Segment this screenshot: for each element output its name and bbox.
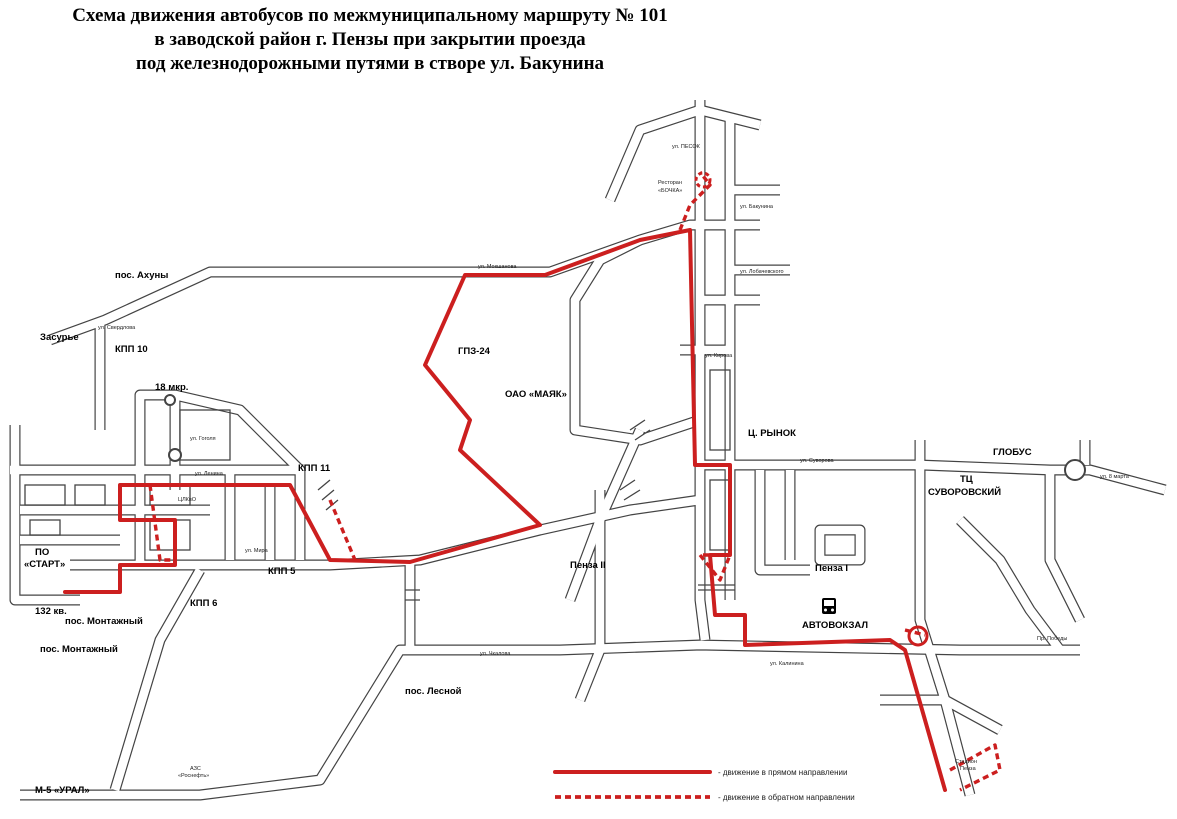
street-gogolya: ул. Гоголя (190, 436, 216, 442)
label-kpp11: КПП 11 (298, 463, 331, 474)
road-network (10, 100, 1165, 795)
street-lobachevskogo: ул. Лобачевского (740, 269, 784, 275)
street-chkalova: ул. Чкалова (480, 651, 511, 657)
street-mira: ул. Мира (245, 548, 268, 554)
title-line-1: Схема движения автобусов по межмуниципальному маршруту № 101 (72, 5, 668, 26)
label-132kv: 132 кв. (35, 606, 67, 617)
label-montazhny-2: пос. Монтажный (40, 644, 118, 655)
label-start: «СТАРТ» (24, 559, 66, 570)
street-8-marta: ул. 8 марта (1100, 474, 1129, 480)
street-bakunina: ул. Бакунина (740, 204, 773, 210)
label-kpp10: КПП 10 (115, 344, 148, 355)
label-stadion: Стадион (955, 759, 977, 765)
label-lesnoy: пос. Лесной (405, 686, 462, 697)
label-penza-stadium: Пенза (960, 766, 976, 772)
label-globus: ГЛОБУС (993, 447, 1032, 458)
label-pesok: ул. ПЕСОК (672, 144, 700, 150)
legend-forward: - движение в прямом направлении (718, 768, 848, 777)
street-sverdlova: ул. Свердлова (98, 325, 136, 331)
label-rosneft: «Роснефть» (178, 773, 210, 779)
street-mokshanova: ул. Мокшанова (478, 264, 517, 270)
legend (555, 768, 855, 802)
label-avtovokzal: АВТОВОКЗАЛ (802, 620, 869, 631)
label-penza-2: Пенза II (570, 560, 606, 571)
label-tc: ТЦ (960, 474, 973, 485)
title-line-2: в заводской район г. Пензы при закрытии проезда (154, 29, 586, 50)
label-po: ПО (35, 547, 50, 558)
title-line-3: под железнодорожными путями в створе ул. Бакунина (135, 53, 605, 74)
label-rynok: Ц. РЫНОК (748, 428, 796, 439)
label-pr-pobedy: Пр. Победы (1037, 636, 1068, 642)
label-montazhny-1: пос. Монтажный (65, 616, 143, 627)
label-suvorovsky: СУВОРОВСКИЙ (928, 487, 1002, 498)
label-m5: М-5 «УРАЛ» (35, 785, 90, 796)
street-kirova: ул. Кирова (705, 353, 733, 359)
label-azs: АЗС (190, 766, 201, 772)
label-restoran: Ресторан (658, 180, 682, 186)
street-kalinina: ул. Калинина (770, 661, 804, 667)
label-akhuny: пос. Ахуны (115, 270, 169, 281)
legend-reverse: - движение в обратном направлении (718, 793, 855, 802)
label-zasurye: Засурье (40, 332, 79, 343)
label-kpp5: КПП 5 (268, 566, 296, 577)
street-suvorova: ул. Суворова (800, 458, 834, 464)
bus-icon (822, 598, 836, 614)
label-tsukvo: ЦЛКвО (178, 497, 197, 503)
label-gpz24: ГПЗ-24 (458, 346, 490, 357)
label-bochka: «БОЧКА» (658, 188, 683, 194)
label-mayak: ОАО «МАЯК» (505, 389, 567, 400)
label-18mkr: 18 мкр. (155, 382, 189, 393)
label-kpp6: КПП 6 (190, 598, 218, 609)
street-lenina: ул. Ленина (195, 471, 223, 477)
label-penza-1: Пенза I (815, 563, 849, 574)
